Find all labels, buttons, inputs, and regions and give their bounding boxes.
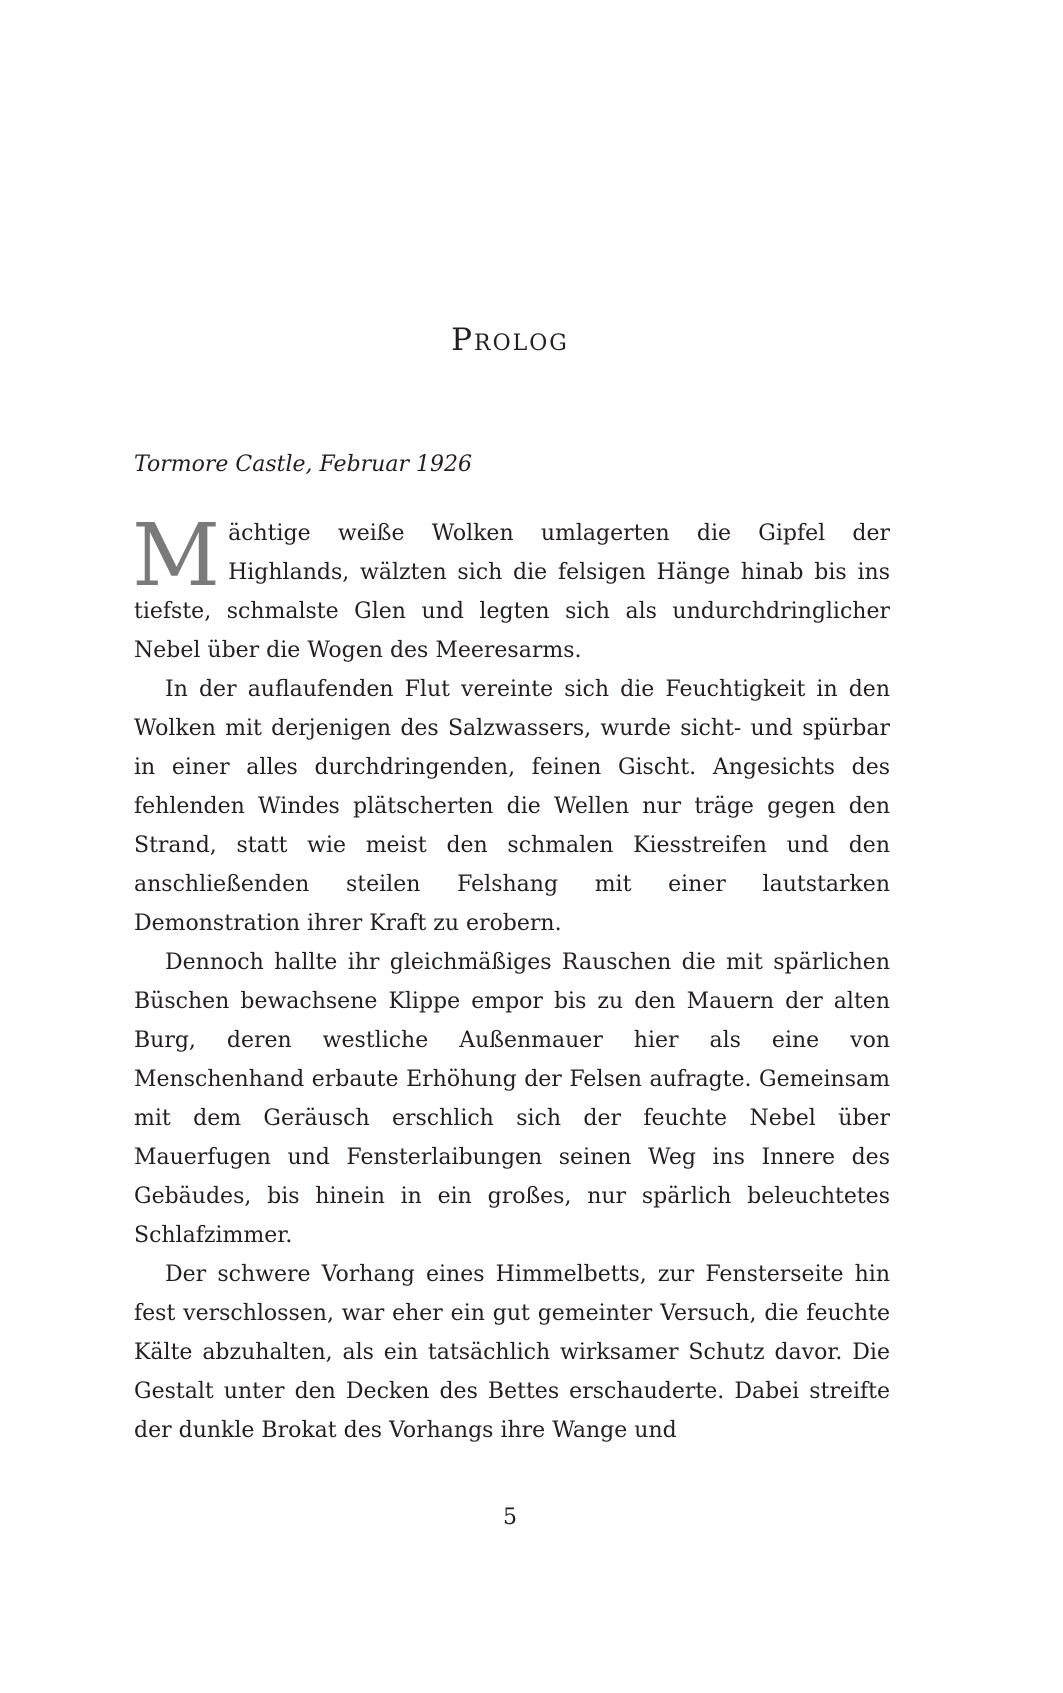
- chapter-title: Prolog: [451, 322, 569, 358]
- drop-cap: M: [132, 506, 221, 606]
- body-text: [134, 445, 890, 1450]
- paragraph-1: [132, 506, 890, 670]
- paragraph-4: Der schwere Vorhang eines Himmelbetts, zur Fensterseite hin fest verschlossen, war eher ein gut gemeinter Versuch, die feuchte Kälte abzuhalten, als ein tatsächlich wirksamer Schutz davor. Die Gestalt unter den Decken des Bettes erschauderte. Dabei streifte der dunkle Brokat des Vorhangs ihre Wange und: [134, 1262, 890, 1443]
- paragraph-1-text: ächtige weiße Wolken umlagerten die Gipfel der Highlands, wälzten sich die felsigen Hänge hinab bis ins tiefste, schmalste Glen und legten sich als undurchdringlicher Nebel über die Wogen des Meeresarms.: [134, 521, 890, 663]
- paragraph-2: In der auflaufenden Flut vereinte sich die Feuchtigkeit in den Wolken mit derjenigen des Salzwassers, wurde sicht- und spürbar in einer alles durchdringenden, feinen Gischt. Angesichts des fehlenden Windes plätscherten die Wellen nur träge gegen den Strand, statt wie meist den schmalen Kiesstreifen und den anschließenden steilen Felshang mit einer lautstarken Demonstration ihrer Kraft zu erobern.: [134, 677, 890, 936]
- paragraph-3: Dennoch hallte ihr gleichmäßiges Rauschen die mit spärlichen Büschen bewachsene Klippe empor bis zu den Mauern der alten Burg, deren westliche Außenmauer hier als eine von Menschenhand erbaute Erhöhung der Felsen aufragte. Gemeinsam mit dem Geräusch erschlich sich der feuchte Nebel über Mauerfugen und Fensterlaibungen seinen Weg ins Innere des Gebäudes, bis hinein in ein großes, nur spärlich beleuchtetes Schlafzimmer.: [134, 950, 890, 1248]
- dateline: Tormore Castle, Februar 1926: [134, 452, 472, 477]
- page-number: 5: [503, 1505, 517, 1530]
